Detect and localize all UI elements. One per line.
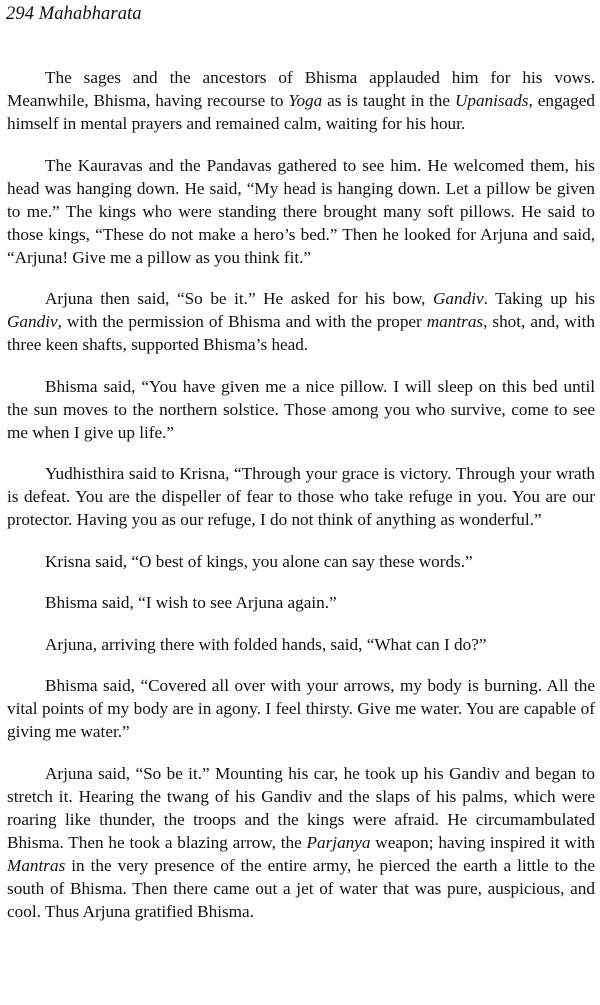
text-run: Bhisma said, “Covered all over with your arrows, my body is burning. All the vital points of my body are in agony. I feel thirsty. Give me water. You are capable of giving me water.” [7,676,595,741]
text-run: Arjuna, arriving there with folded hands, said, “What can I do?” [45,634,487,654]
paragraph [7,375,595,444]
paragraph [7,762,595,923]
text-run: Arjuna said, “So be it.” Mounting his car, he took up his Gandiv and began to stretch it. Hearing the twang of his Gandiv and the slaps of his palms, which were roaring like thunder, the troops and the kings were afraid. He circumambulated Bhisma. Then he took a blazing arrow, the [7,763,595,852]
text-run: Yudhisthira said to Krisna, “Through your grace is victory. Through your wrath is defeat. You are the dispeller of fear to those who take refuge in you. You are our protector. Having you as our refuge, I do not think of anything as wonderful.” [7,464,595,529]
paragraph [7,66,595,135]
text-run: in the very presence of the entire army, he pierced the earth a little to the south of Bhisma. Then there came out a jet of water that was pure, auspicious, and cool. Thus Arjuna gratified Bhisma. [7,855,595,921]
body-text [7,66,595,941]
running-head [6,4,142,25]
text-run: , shot, and, with three keen shafts, supported Bhisma’s head. [7,312,595,354]
text-run: Bhisma said, “I wish to see Arjuna again.” [45,593,337,612]
italic-term: Upanisads [454,91,529,110]
text-run: weapon; having inspired it with [370,832,595,852]
page-number: 294 [6,4,35,24]
italic-term: Gandiv [7,312,58,331]
italic-term: Gandiv [433,289,484,308]
paragraph [7,462,595,531]
text-run: The sages and the ancestors of Bhisma applauded him for his vows. Meanwhile, Bhisma, having recourse to [7,68,595,110]
paragraph [7,674,595,743]
book-title: Mahabharata [38,4,142,24]
italic-term: Parjanya [306,832,371,852]
text-run: Krisna said, “O best of kings, you alone can say these words.” [45,551,473,571]
text-run: , with the permission of Bhisma and with the proper [57,312,427,331]
italic-term: Yoga [288,91,323,110]
text-run: The Kauravas and the Pandavas gathered to see him. He welcomed them, his head was hanging down. He said, “My head is hanging down. Let a pillow be given to me.” The kings who were standing there brought many soft pillows. He said to those kings, “These do not make a hero’s bed.” Then he looked for Arjuna and said, “Arjuna! Give me a pillow as you think fit.” [7,155,595,267]
text-run: Bhisma said, “You have given me a nice pillow. I will sleep on this bed until the sun moves to the northern solstice. Those among you who survive, come to see me when I give up life.” [7,376,595,442]
text-run: Arjuna then said, “So be it.” He asked for his bow, [45,289,433,308]
paragraph [7,550,595,573]
paragraph [7,154,595,269]
italic-term: Mantras [7,855,66,875]
text-run: , engaged himself in mental prayers and remained calm, waiting for his hour. [7,91,595,133]
paragraph [7,591,595,614]
paragraph [7,633,595,656]
italic-term: mantras [426,312,484,331]
text-run: as is taught in the [322,91,455,110]
text-run: . Taking up his [483,289,596,308]
paragraph [7,287,595,356]
